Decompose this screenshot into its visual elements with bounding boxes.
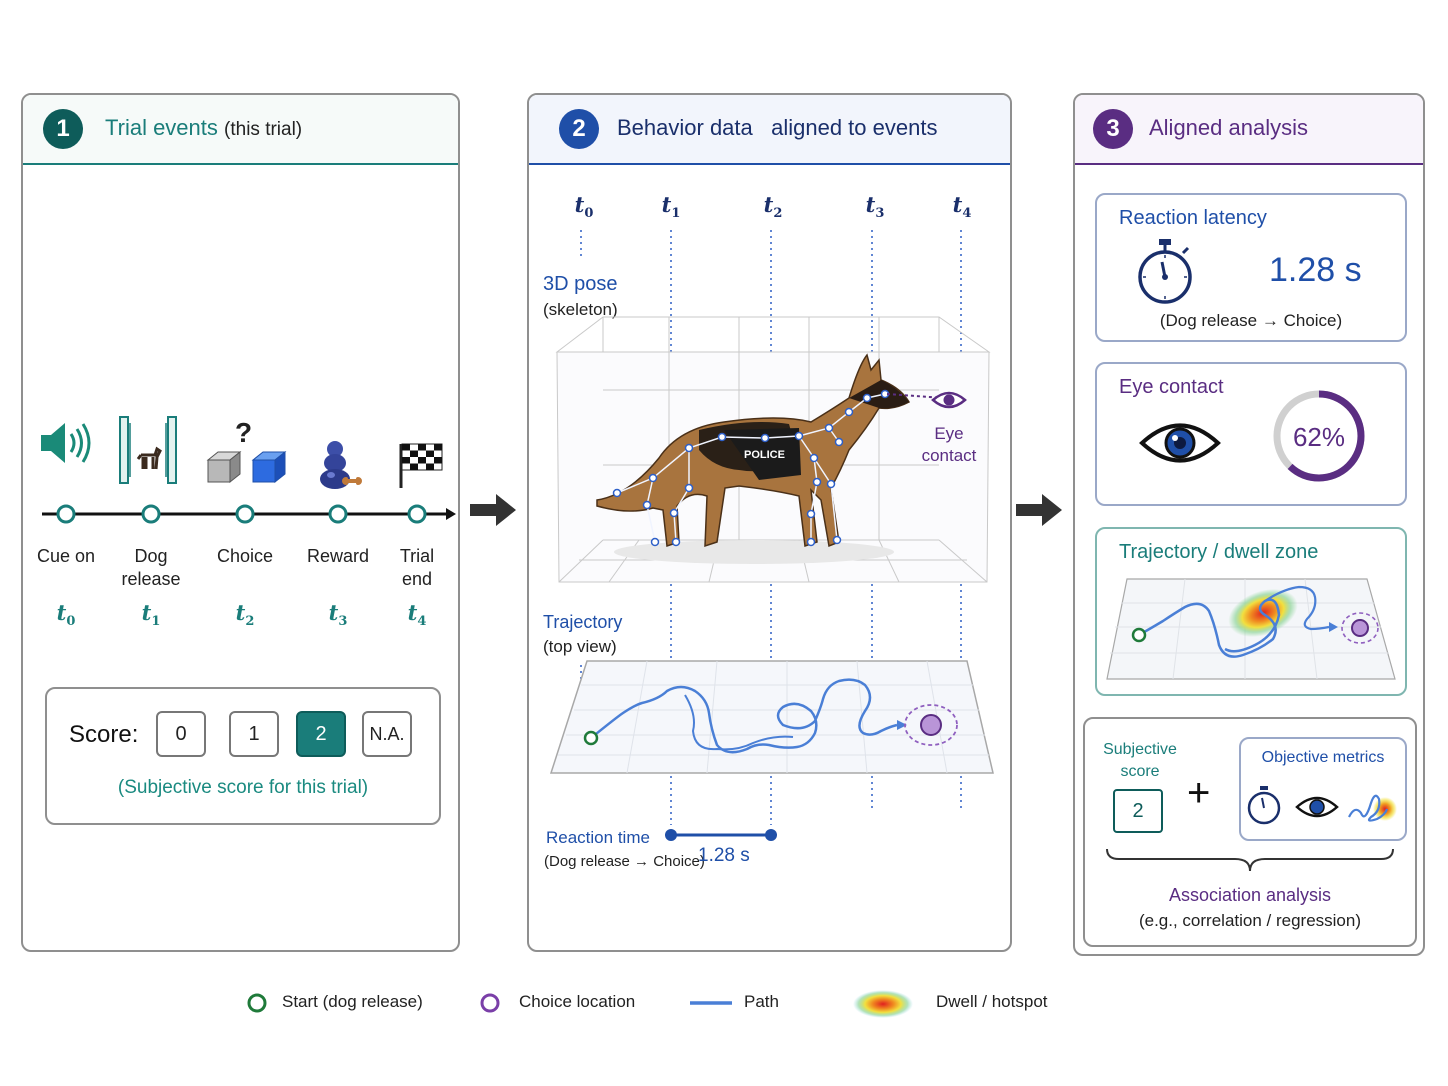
event-trial-end: Trial end (399, 546, 435, 589)
choice-marker-icon (479, 992, 501, 1014)
time-label-t2: $t_2$ (235, 600, 255, 630)
subjective-score-box: 2 (1113, 789, 1163, 833)
panel-trial-events (21, 93, 460, 952)
trajectory-heatmap (1105, 575, 1397, 685)
traj-subtitle: (top view) (543, 637, 617, 656)
legend-start: Start (dog release) (282, 992, 423, 1011)
latency-title: Reaction latency (1119, 207, 1267, 229)
police-vest-text: POLICE (744, 449, 785, 461)
time-label-t3: $t_3$ (328, 600, 348, 630)
choice-question-mark: ? (235, 417, 253, 448)
step-2-badge: 2 (559, 109, 599, 149)
arrow-right-icon (1016, 492, 1064, 528)
eye-large-icon (1139, 416, 1221, 470)
eye-contact-percent: 62% (1292, 422, 1346, 452)
eye-contact-card (1095, 362, 1407, 506)
panel-2-header (529, 95, 1010, 165)
reward-toy-icon (317, 439, 363, 491)
eye-contact-title: Eye contact (1119, 376, 1224, 398)
eye-contact-label: Eye contact (921, 424, 977, 465)
score-label: Score: (69, 721, 139, 748)
trajectory-top-view (547, 655, 997, 780)
rt-title: Reaction time (546, 828, 650, 847)
score-option-0[interactable]: 0 (156, 711, 206, 757)
start-marker-icon (246, 992, 268, 1014)
legend-choice: Choice location (519, 992, 636, 1011)
association-card (1083, 717, 1417, 947)
panel-3-title: Aligned analysis (1149, 115, 1308, 140)
rt-value: 1.28 s (698, 845, 750, 866)
latency-value: 1.28 s (1269, 251, 1362, 289)
gray-box-icon (206, 450, 242, 484)
path-line-icon (690, 1000, 732, 1006)
plus-sign: + (1187, 771, 1211, 815)
p2-time-t1: $t_1$ (661, 192, 681, 222)
objective-title: Objective metrics (1261, 749, 1385, 766)
mini-eye-icon (1297, 798, 1337, 816)
step-1-badge: 1 (43, 109, 83, 149)
event-timeline (38, 500, 458, 528)
score-box (45, 687, 441, 825)
assoc-title: Association analysis (1168, 885, 1332, 905)
traj-title: Trajectory (543, 612, 623, 632)
p2-time-t4: $t_4$ (952, 192, 972, 222)
mini-stopwatch-icon (1249, 786, 1279, 823)
time-label-t4: $t_4$ (407, 600, 427, 630)
hotspot-icon (852, 988, 914, 1020)
trajectory-card (1095, 527, 1407, 696)
time-label-t0: $t_0$ (56, 600, 76, 630)
legend-dwell: Dwell / hotspot (936, 992, 1048, 1011)
p2-time-t0: $t_0$ (574, 192, 594, 222)
mini-path-icon (1349, 796, 1397, 821)
speaker-icon (39, 420, 95, 466)
score-option-1[interactable]: 1 (229, 711, 279, 757)
pose-subtitle: (skeleton) (543, 300, 618, 319)
panel-aligned-analysis (1073, 93, 1425, 956)
objective-icons (1245, 783, 1403, 827)
subjective-label: Subjective score (1103, 741, 1177, 780)
panel-1-title: Trial events (this trial) (105, 115, 303, 140)
event-dog-release: Dog release (121, 546, 181, 589)
arrow-right-icon (470, 492, 518, 528)
legend-path: Path (744, 992, 779, 1011)
checkered-flag-icon (395, 440, 447, 490)
curly-brace (1105, 847, 1395, 873)
score-option-na[interactable]: N.A. (362, 711, 412, 757)
event-choice: Choice (216, 546, 274, 566)
trajectory-card-title: Trajectory / dwell zone (1119, 541, 1319, 563)
legend (240, 988, 1100, 1020)
rt-bar (663, 827, 781, 843)
objective-metrics-box (1239, 737, 1407, 841)
gate-release-icon (117, 415, 179, 485)
score-caption: (Subjective score for this trial) (117, 777, 369, 798)
latency-note: (Dog release → Choice) (1159, 311, 1343, 330)
p2-time-t2: $t_2$ (763, 192, 783, 222)
p2-time-t3: $t_3$ (865, 192, 885, 222)
panel-2-title: Behavior data aligned to events (617, 115, 938, 140)
event-cue-on: Cue on (36, 546, 96, 566)
blue-box-icon (251, 450, 287, 484)
assoc-subtitle: (e.g., correlation / regression) (1138, 911, 1362, 930)
step-3-badge: 3 (1093, 109, 1133, 149)
pose-title: 3D pose (543, 273, 618, 295)
event-reward: Reward (306, 546, 370, 566)
latency-card (1095, 193, 1407, 342)
score-option-2[interactable]: 2 (296, 711, 346, 757)
rt-subtitle: (Dog release → Choice) (544, 853, 705, 870)
panel-3-header (1075, 95, 1423, 165)
panel-1-header (23, 95, 458, 165)
time-label-t1: $t_1$ (141, 600, 161, 630)
eye-icon (931, 388, 967, 412)
panel-behavior-data (527, 93, 1012, 952)
stopwatch-icon (1135, 237, 1195, 307)
